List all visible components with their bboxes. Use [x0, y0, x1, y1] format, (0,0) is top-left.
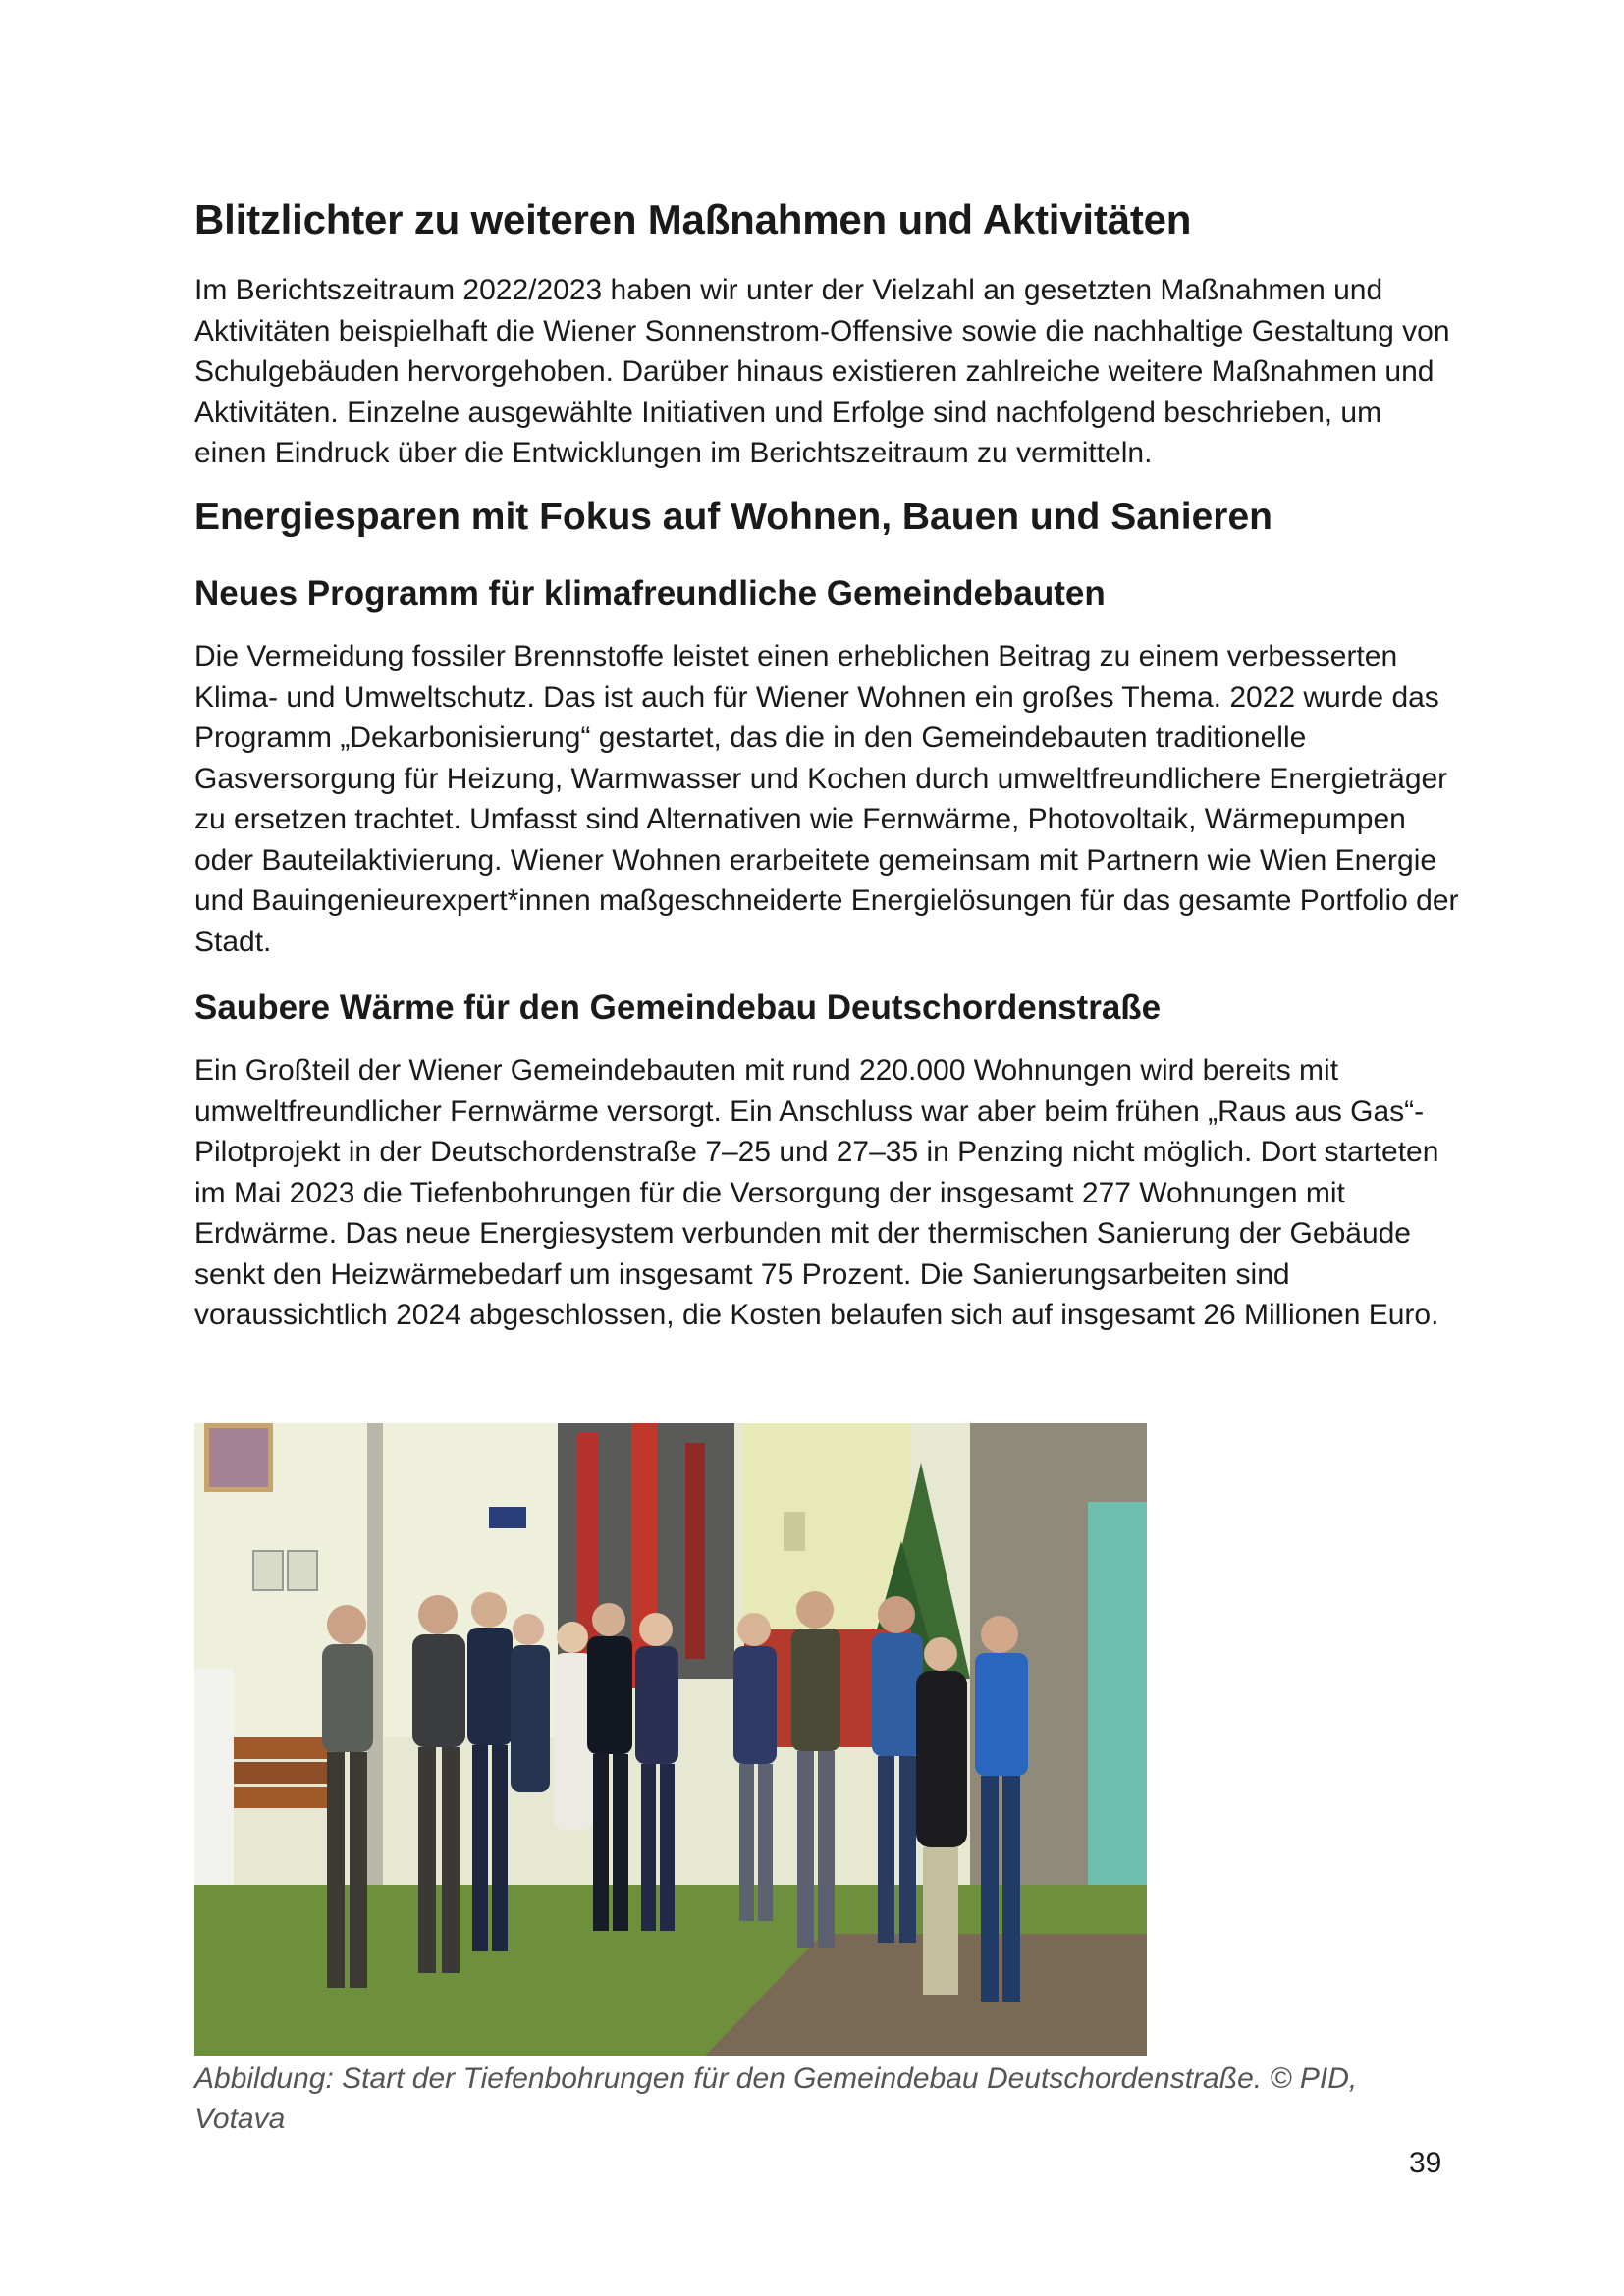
intro-paragraph: Im Berichtszeitraum 2022/2023 haben wir unter der Vielzahl an gesetzten Maßnahmen und Aktivitäten beispielhaft die Wiener Sonnenstrom-Offensive sowie die nachhaltige Gestaltung von Schulgebäuden hervorgehoben. Darüber hinaus existieren zahlreiche weitere Maßnahmen und Aktivitäten. Einzelne ausgewählte Initiativen und Erfolge sind nachfolgend beschrieben, um einen Eindruck über die Entwicklungen im Berichtszeitraum zu vermitteln.: [194, 274, 1450, 469]
subheading-program: Neues Programm für klimafreundliche Gemeindebauten: [194, 574, 1106, 613]
photo-caption: Abbildung: Start der Tiefenbohrungen für den Gemeindebau Deutschordenstraße. © PID, Votava: [194, 2062, 1358, 2135]
main-heading: Blitzlichter zu weiteren Maßnahmen und Aktivitäten: [194, 196, 1192, 242]
page-number: 39: [1409, 2147, 1442, 2179]
subheading-deutschordenstrasse: Saubere Wärme für den Gemeindebau Deutschordenstraße: [194, 988, 1162, 1027]
program-paragraph: Die Vermeidung fossiler Brennstoffe leistet einen erheblichen Beitrag zu einem verbesserten Klima- und Umweltschutz. Das ist auch für Wiener Wohnen ein großes Thema. 2022 wurde das Programm „Dekarbonisierung“ gestartet, das die in den Gemeindebauten traditionelle Gasversorgung für Heizung, Warmwasser und Kochen durch umweltfreundlichere Energieträger zu ersetzen trachtet. Umfasst sind Alternativen wie Fernwärme, Photovoltaik, Wärmepumpen oder Bauteilaktivierung. Wiener Wohnen erarbeitete gemeinsam mit Partnern wie Wien Energie und Bauingenieurexpert*innen maßgeschneiderte Energielösungen für das gesamte Portfolio der Stadt.: [194, 640, 1459, 958]
section-heading: Energiesparen mit Fokus auf Wohnen, Bauen und Sanieren: [194, 496, 1272, 538]
deutschordenstrasse-paragraph: Ein Großteil der Wiener Gemeindebauten mit rund 220.000 Wohnungen wird bereits mit umweltfreundlicher Fernwärme versorgt. Ein Anschluss war aber beim frühen „Raus aus Gas“-Pilotprojekt in der Deutschordenstraße 7–25 und 27–35 in Penzing nicht möglich. Dort starteten im Mai 2023 die Tiefenbohrungen für die Versorgung der insgesamt 277 Wohnungen mit Erdwärme. Das neue Energiesystem verbunden mit der thermischen Sanierung der Gebäude senkt den Heizwärmebedarf um insgesamt 75 Prozent. Die Sanierungsarbeiten sind voraussichtlich 2024 abgeschlossen, die Kosten belaufen sich auf insgesamt 26 Millionen Euro.: [194, 1054, 1439, 1331]
drilling-photo: [194, 1423, 1147, 2056]
